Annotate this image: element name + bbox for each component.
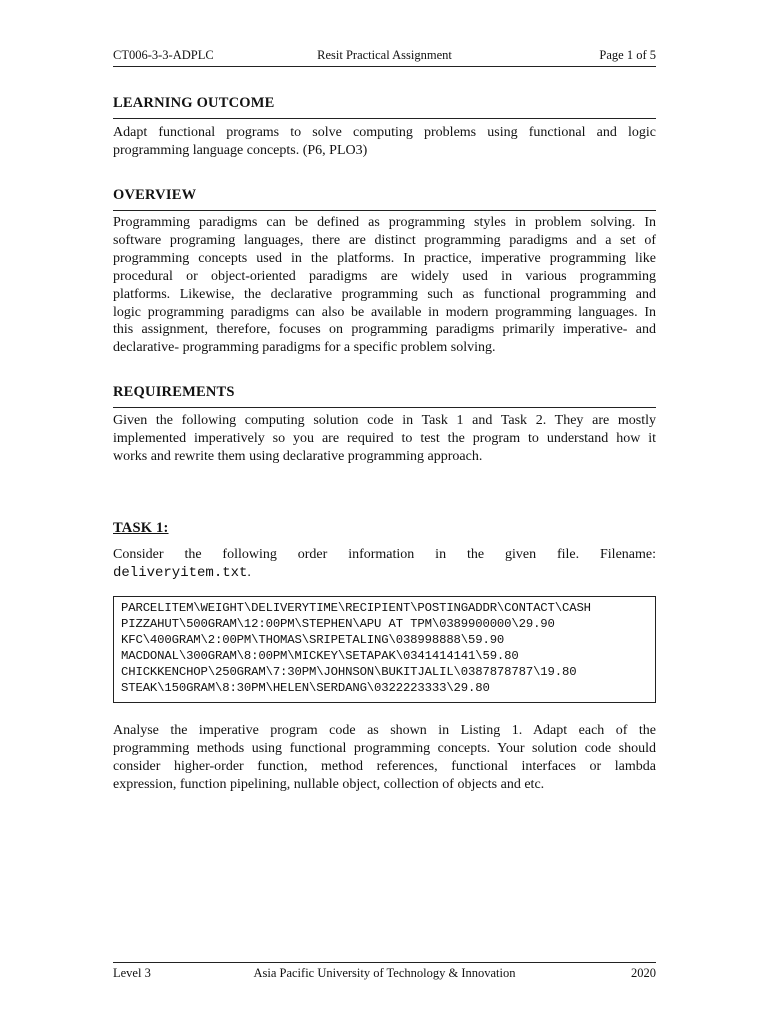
header-rule xyxy=(113,66,656,67)
institution-name: Asia Pacific University of Technology & Innovation xyxy=(253,966,516,980)
order-data-line: PIZZAHUT\500GRAM\12:00PM\STEPHEN\APU AT TPM\0389900000\29.90 xyxy=(121,617,555,631)
text-line: Consider the following order information in the given file. Filename: xyxy=(113,547,656,562)
text-line: Analyse the imperative program code as shown in Listing 1. Adapt each of the xyxy=(113,723,656,738)
learning-outcome-text xyxy=(113,124,656,160)
page-footer xyxy=(113,966,656,982)
text-line: Given the following computing solution code in Task 1 and Task 2. They are mostly xyxy=(113,413,656,428)
module-code: CT006-3-3-ADPLC xyxy=(113,48,214,62)
order-data-line: PARCELITEM\WEIGHT\DELIVERYTIME\RECIPIENT\POSTINGADDR\CONTACT\CASH xyxy=(121,601,591,615)
task1-heading: TASK 1: xyxy=(113,520,169,536)
overview-rule xyxy=(113,210,656,211)
order-data-line: STEAK\150GRAM\8:30PM\HELEN\SERDANG\0322223333\29.80 xyxy=(121,681,490,695)
text-line: platforms. Likewise, the declarative programming such as functional programming and xyxy=(113,286,656,302)
text-line: programming concepts used in the platforms. In practice, imperative programming like xyxy=(113,250,656,266)
text-line: implemented imperatively so you are required to test the program to understand how it xyxy=(113,430,656,446)
text-line: logic programming paradigms can also be available in modern programming languages. In xyxy=(113,304,656,320)
overview-heading: OVERVIEW xyxy=(113,187,197,203)
text-line: procedural or object-oriented paradigms are widely used in various programming xyxy=(113,268,656,284)
text-line: Programming paradigms can be defined as programming styles in problem solving. In xyxy=(113,215,656,230)
page-number: Page 1 of 5 xyxy=(599,48,656,62)
requirements-rule xyxy=(113,407,656,408)
text-line: works and rewrite them using declarative programming approach. xyxy=(113,448,483,464)
document-title: Resit Practical Assignment xyxy=(317,48,452,62)
overview-text xyxy=(113,214,656,357)
text-line: programming language concepts. (P6, PLO3) xyxy=(113,142,368,158)
document-page xyxy=(113,0,656,1024)
text-line: declarative- programming paradigms for a specific problem solving. xyxy=(113,340,496,356)
task1-intro xyxy=(113,546,656,583)
order-data-line: MACDONAL\300GRAM\8:00PM\MICKEY\SETAPAK\0341414141\59.80 xyxy=(121,649,519,663)
text-line: software programing languages, there are distinct programming paradigms and a set of xyxy=(113,232,656,248)
text-line: consider higher-order function, method references, functional interfaces or lambda xyxy=(113,758,656,774)
filename-suffix: . xyxy=(247,564,251,580)
text-line: expression, function pipelining, nullable object, collection of objects and etc. xyxy=(113,776,545,792)
filename: deliveryitem.txt xyxy=(113,564,248,581)
text-line xyxy=(113,564,656,583)
requirements-heading: REQUIREMENTS xyxy=(113,384,235,400)
footer-rule xyxy=(113,962,656,963)
level-label: Level 3 xyxy=(113,966,151,980)
year-label: 2020 xyxy=(631,966,656,980)
text-line: programming methods using functional programming concepts. Your solution code should xyxy=(113,740,656,756)
text-line: Adapt functional programs to solve computing problems using functional and logic xyxy=(113,125,656,140)
learning-outcome-rule xyxy=(113,118,656,119)
page-header xyxy=(113,48,656,64)
requirements-text xyxy=(113,412,656,466)
learning-outcome-heading: LEARNING OUTCOME xyxy=(113,95,275,111)
order-data-box xyxy=(113,596,656,703)
order-data-line: KFC\400GRAM\2:00PM\THOMAS\SRIPETALING\038998888\59.90 xyxy=(121,633,505,647)
text-line: this assignment, therefore, focuses on programming paradigms primarily imperative- and xyxy=(113,322,656,338)
task1-analysis-text xyxy=(113,722,656,794)
order-data-line: CHICKKENCHOP\250GRAM\7:30PM\JOHNSON\BUKITJALIL\0387878787\19.80 xyxy=(121,665,577,679)
